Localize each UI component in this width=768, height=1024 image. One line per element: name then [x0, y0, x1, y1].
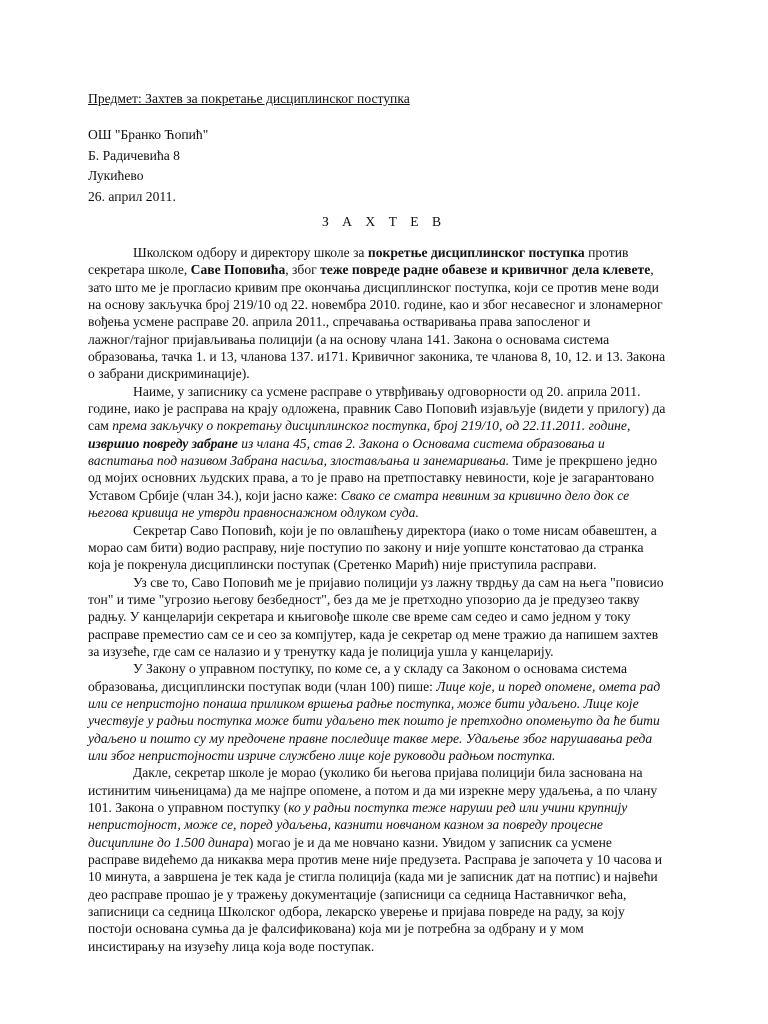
body-line [88, 591, 688, 608]
text-run: постоји основана сумња да је фалсификована) која ми је потребна за одбрану и у мом [88, 921, 584, 937]
text-run: Саве Поповића [190, 262, 286, 278]
school-name: ОШ "Бранко Ћопић" [88, 127, 209, 142]
body-line [88, 764, 688, 781]
body-line [88, 903, 688, 920]
body-line [88, 244, 688, 261]
text-run: непристојност, може се, поред удаљења, казнити новчаном казном за повреду процесне [88, 817, 603, 833]
subject-line: Предмет: Захтев за покретање дисциплинског поступка [88, 91, 410, 106]
body-line [88, 678, 688, 695]
text-run: У Закону о управном поступку, по коме се, а у складу са Законом о основама система [133, 661, 627, 677]
text-run: 101. Закона о управном поступку ( [88, 800, 289, 815]
text-run: васпитања под називом Забрана насиља, злостављања и занемаривања. [88, 453, 510, 469]
body-line [88, 626, 688, 643]
text-run: Секретар Саво Поповић, који је по овлашћењу директора (иако о томе нисам обавештен, а [133, 522, 657, 538]
text-run: покретње дисциплинског поступка [367, 245, 585, 260]
text-run: о забрани дискриминације). [88, 366, 250, 382]
body-line [88, 816, 688, 833]
street-address: Б. Радичевића 8 [88, 147, 180, 163]
body-line [88, 261, 688, 278]
body-line [88, 279, 688, 296]
body-line [88, 331, 688, 348]
text-run: образовања, дисциплински поступак води (члан 100) пише: [88, 678, 437, 694]
body-line [88, 886, 688, 903]
address-block [88, 125, 208, 208]
body-line [88, 695, 688, 712]
body-line [88, 712, 688, 729]
text-run: , због [285, 262, 321, 278]
town: Лукићево [88, 168, 144, 184]
document-heading: З А Х Т Е В [321, 214, 447, 229]
text-run: образовања, тачка 1. и 13, чланова 137. и171. Кривичног законика, те чланова 8, 10, 12. и 13. Закона [88, 349, 666, 365]
text-run: радњу. У канцеларији секретара и књиговође школе све време сам седео и само једном у току [88, 609, 631, 625]
body-line [88, 487, 688, 504]
body-line [88, 522, 688, 539]
body-line [88, 643, 688, 660]
text-run: 10 минута, а завршена је тек када је стигла полиција (када ми је записник дат на потпис) и највећи [88, 869, 658, 885]
text-run: извршио повреду забране [88, 435, 238, 451]
text-run: према закључку о покретању дисциплинског поступка, број 219/10, од 22.11.2011. године, [112, 418, 631, 434]
date: 26. април 2011. [88, 189, 176, 205]
text-run: учествује у радњи поступка може бити удаљено тек пошто је претходно опомењуто да ће бити [88, 713, 660, 729]
document-body [88, 244, 688, 955]
body-line [88, 417, 688, 434]
text-run: Наиме, у записнику са усмене расправе о утврђивању одговорности од 20. априла 2011. [133, 383, 641, 399]
text-run: зато што ме је прогласио кривим пре окончања дисциплинског поступка, који се против мене води [88, 279, 659, 295]
body-line [88, 799, 688, 816]
text-run: записници са седница Школског одбора, лекарско уверење и пријава повреде на раду, за коју [88, 904, 625, 920]
text-run: његова кривица не утврди правноснажном одлуком суда. [88, 505, 419, 521]
text-run: удаљено и пошто су му предочене правне последице такве мере. Удаљење због нарушавања реда [88, 730, 653, 746]
body-line [88, 782, 688, 799]
body-line [88, 400, 688, 417]
body-line [88, 868, 688, 885]
text-run: која је покренула дисциплински поступак (Сретенко Марић) није приступила расправи. [88, 557, 597, 573]
text-run: или због непристојности изриче службено лице које руководи радњом поступка. [88, 747, 556, 763]
text-run: тон" и тиме "угрозио његову безбедност", без да ме је претходно упозорио да је предузео такву [88, 591, 640, 607]
body-line [88, 608, 688, 625]
text-run: Уз све то, Саво Поповић ме је пријавио полицији уз лажну тврдњу да сам на њега "повисио [133, 574, 664, 590]
text-run: секретара школе, [88, 262, 191, 278]
body-line [88, 730, 688, 747]
text-run: на основу закључка број 219/10 од 22. новембра 2010. године, као и због несавесног и злонамерног [88, 297, 663, 313]
text-run: за изузеће, где сам се налазио и у тренутку када је полиција ушла у канцеларију. [88, 643, 554, 659]
text-run: истинитим чињеницама) да ме најпре опомене, а потом и да ми изрекне меру удаљења, а по члану [88, 782, 658, 798]
body-line [88, 539, 688, 556]
body-line [88, 938, 688, 955]
text-run: из члана 45, став 2. Закона о Основама система образовања и [237, 435, 605, 451]
text-run: против [584, 245, 629, 260]
body-line [88, 747, 688, 764]
body-line [88, 348, 688, 365]
text-run: Свако се сматра невиним за кривично дело док се [340, 487, 630, 503]
text-run: ) могао је и да ме новчано казни. Увидом у записник са усмене [248, 834, 612, 850]
body-line [88, 920, 688, 937]
text-run: теже повреде радне обавезе и кривичног дела клевете [320, 262, 651, 278]
text-run: део расправе прошао је у тражењу документације (записници са седница Наставничког већа, [88, 886, 627, 902]
body-line [88, 504, 688, 521]
text-run: морао сам бити) водио расправу, није поступио по закону и није уопште констатовао да странка [88, 539, 644, 555]
body-line [88, 313, 688, 330]
text-run: Дакле, секретар школе је морао (уколико би његова пријава полицији била заснована на [133, 765, 643, 781]
body-line [88, 296, 688, 313]
body-line [88, 851, 688, 868]
text-run: Школском одбору и директору школе за [133, 245, 368, 260]
body-line [88, 660, 688, 677]
text-run: године, иако је расправа на крају одложена, правник Саво Поповић изјављује (видети у прилогу) да [88, 401, 666, 417]
text-run: Лице које, и поред опомене, омета рад [436, 678, 661, 694]
body-line [88, 435, 688, 452]
text-run: расправе преместио сам се и сео за компјутер, када је секретар од мене тражио да напишем захтев [88, 626, 659, 642]
body-line [88, 452, 688, 469]
text-run: инсистирању на изузећу лица која воде поступак. [88, 938, 375, 954]
body-line [88, 365, 688, 382]
body-line [88, 383, 688, 400]
text-run: лажног/тајног пријављивања полицији (а на основу члана 141. Закона о основама система [88, 331, 610, 347]
text-run: расправе видећемо да никаква мера против мене није предузета. Расправа је започета у 10 часова и [88, 852, 663, 868]
text-run: Тиме је прекршено једно [509, 453, 658, 469]
text-run: дисциплине до 1.500 динара [88, 834, 249, 850]
text-run: , [650, 262, 654, 278]
body-line [88, 574, 688, 591]
body-line [88, 469, 688, 486]
body-line [88, 834, 688, 851]
text-run: од мојих основних људских права, а то је право на претпоставку невиности, које је загарантовано [88, 470, 654, 486]
text-run: Уставом Србије (члан 34.), који јасно каже: [88, 487, 341, 503]
text-run: сам [88, 418, 113, 434]
body-line [88, 556, 688, 573]
text-run: вођења усмене расправе 20. априла 2011., спречавања остваривања права запосленог и [88, 314, 591, 330]
text-run: ко у радњи поступка теже наруши ред или учини крупнију [288, 800, 628, 815]
text-run: или се непристојно понаша приликом вршења радње поступка, може бити удаљено. Лице које [88, 695, 639, 711]
